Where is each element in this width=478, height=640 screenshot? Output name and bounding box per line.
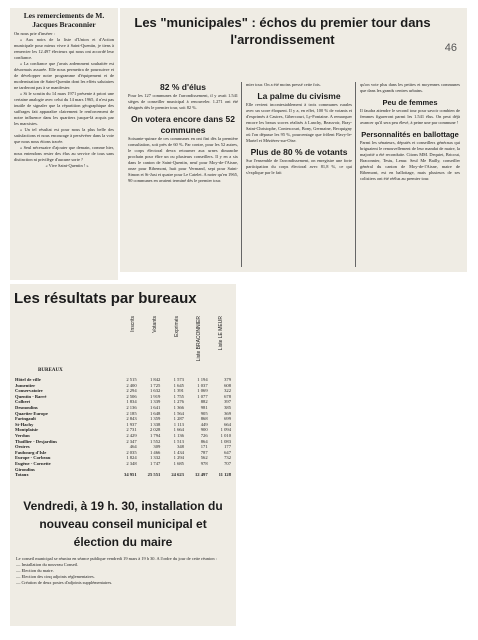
remerciements-title: Les remerciements de M. Jacques Braconnier (23, 11, 105, 29)
result-cell: 1 664 (173, 427, 184, 433)
result-cell: 379 (224, 377, 231, 382)
remerciements-body (14, 37, 114, 169)
result-cell: 699 (224, 416, 231, 422)
bureau-name: Montplaisir (15, 427, 39, 433)
agenda-item: — Election du maire. (16, 568, 54, 573)
result-cell: 2 429 (126, 432, 137, 438)
col-a (128, 82, 238, 184)
result-cell: 2 400 (126, 382, 137, 388)
result-cell: 2 515 (126, 377, 137, 382)
col-c-intro: qu'on vote plus dans les petites et moyennes communes que dans les grands centres urbains. (360, 82, 460, 93)
results-headers (126, 316, 234, 368)
result-cell: 2 843 (126, 416, 137, 422)
result-cell: 397 (224, 399, 231, 405)
col-b (246, 82, 352, 176)
result-cell: 1 648 (149, 410, 161, 416)
col-header-lemeur: Liste LE MEUR (218, 316, 224, 351)
agenda-item: — Installation du nouveau Conseil. (16, 562, 79, 567)
result-cell: 1 513 (173, 438, 184, 444)
bureau-name: Thoillier - Desjardins (15, 438, 58, 444)
result-cell: 1 010 (220, 432, 231, 438)
result-cell: 787 (200, 449, 208, 455)
result-cell: 1 294 (173, 455, 184, 461)
result-cell: 900 (200, 427, 208, 433)
result-cell: 981 (200, 404, 208, 410)
result-cell: 25 551 (147, 472, 161, 478)
result-cell: 1 685 (173, 460, 184, 466)
result-cell: 1 094 (220, 427, 231, 433)
result-cell: 2 348 (126, 460, 137, 466)
bureau-name: Eugène - Cornette (15, 460, 51, 466)
result-cell: 732 (224, 455, 231, 461)
remerciements-paragraph: « Seul nécessaire d'ajouter que demain, comme hier, nous entendons rester des élus au service de tous sans distinction ni privilège d'aucune sorte ? (14, 145, 114, 162)
result-cell: 12 497 (194, 472, 208, 478)
bureau-name: Faubourg d'Isle (15, 449, 47, 455)
result-cell: 707 (224, 460, 231, 466)
result-cell: 2 136 (126, 404, 137, 410)
vote-text: Soixante-quinze de ces communes en ont fini dès la première consultation, soit près de 60 %. Par contre, pour les 52 autres, le corps électoral devra retourner aux urnes dimanche prochain pour élire un ou plusieurs conseillers. Il y en a six dans le canton de Saint-Quentin, neuf pour Moy-de-l'Aisne, onze pour Ribemont, huit pour Vermand, sept pour Saint-Simon et St-Just et quatre pour Le Catelet. A noter qu'en 1965, 90 communes en avaient terminé dès le premier tour. (128, 136, 238, 183)
plus-text: Sur l'ensemble de l'arrondissement, on enregistre une forte participation du corps électoral avec 81,8 %, ce qui s'explique par le fait (246, 158, 352, 175)
femmes-text: Il faudra attendre le second tour pour savoir combien de femmes figureront parmi les 1.541 élus. On peut déjà avancer qu'il sera peu élevé, à peine une par commune ! (360, 108, 460, 125)
result-cell: 11 128 (218, 472, 231, 478)
install-agenda (16, 562, 230, 586)
pct-text: Pour les 127 communes de l'arrondissement, il y avait 1.541 sièges de conseiller municipal à renouveler. 1.271 ont été désignés dès le premier tour, soit 82 %. (128, 93, 238, 110)
result-cell: 1 564 (173, 410, 184, 416)
result-cell: 348 (177, 444, 184, 450)
result-cell: 978 (200, 460, 208, 466)
ballottage-title: Personnalités en ballottage (361, 130, 459, 139)
remerciements-paragraph: « Si le scrutin du 14 mars 1971 présente à priori une certaine analogie avec celui du 14 mars 1965, il n'est pas inutile de signaler que la répartition géographique des suffrages fait apparaître clairement le renforcement de notre influence dans les quartiers jusque-là acquis par les marxistes. (14, 91, 114, 126)
result-cell: 1 113 (173, 421, 184, 427)
agenda-item: — Création de deux postes d'adjoints supplémentaires. (16, 580, 113, 585)
bureau-name: Faringault (15, 416, 36, 422)
bureau-name: St-Hachy (15, 421, 34, 427)
page-note: 46 (444, 42, 457, 54)
plus-title: Plus de 80 % de votants (250, 147, 348, 157)
col-header-exprimes: Exprimés (174, 316, 180, 337)
result-cell: 1 632 (149, 388, 161, 394)
result-cell: 1 645 (173, 382, 184, 388)
result-cell: 464 (129, 444, 137, 450)
install-intro: Le conseil municipal se réunira en séance publique vendredi 19 mars à 19 h 30. A l'ordre du jour de cette réunion : (16, 556, 217, 561)
result-cell: 1 434 (173, 449, 184, 455)
result-cell: 1 069 (197, 388, 208, 394)
result-cell: 177 (224, 444, 231, 450)
result-cell: 2 028 (149, 427, 161, 433)
results-headline: Les résultats par bureaux (14, 290, 197, 307)
result-cell: 647 (224, 449, 231, 455)
result-cell: 2 294 (126, 388, 137, 394)
result-cell: 1 937 (126, 421, 137, 427)
result-cell: 882 (200, 399, 208, 405)
result-cell: 24 623 (171, 472, 184, 478)
col-header-votants: Votants (152, 316, 158, 333)
results-section: BUREAUX (38, 368, 63, 373)
result-cell: 1 194 (197, 377, 208, 382)
col-rule-1 (241, 82, 242, 267)
ballottage-text: Parmi les sénateurs, députés et conseillers généraux qui briguaient le renouvellement de leur mandat de maire, la majorité a été reconduite. Citons MM. Dequiet, Bricout, Braconnier, Testu, Lenur. Seul Me Bailly, conseiller général du canton de Moy-de-l'Aisne, maire de Ribemont, est en ballottage, mais plusieurs de ses colistiers ont été réélus au premier tour. (360, 140, 460, 181)
result-cell: 726 (200, 432, 208, 438)
total-row (13, 472, 233, 478)
install-headline: Vendredi, à 19 h. 30, installation du nouveau conseil municipal et élection du maire (23, 499, 223, 549)
bureau-name: Quartier Europe (15, 410, 48, 416)
result-cell: 1 834 (126, 399, 137, 405)
result-cell: 1 824 (126, 455, 137, 461)
remerciements-paragraph: « Vive Saint-Quentin ! » (45, 163, 89, 168)
result-cell: 1 725 (149, 382, 161, 388)
result-cell: 2 731 (126, 427, 137, 433)
result-cell: 1 466 (149, 449, 161, 455)
bureau-name: Oestres (15, 444, 30, 450)
bureau-name: Europe - Corbeau (15, 455, 51, 461)
main-headline: Les "municipales" : échos du premier tour dans l'arrondissement (134, 15, 431, 47)
result-cell: 562 (200, 455, 208, 461)
result-cell: 171 (200, 444, 208, 450)
pct-title: 82 % d'élus (160, 82, 206, 92)
result-cell: 2 347 (126, 438, 137, 444)
result-cell: 322 (224, 388, 231, 394)
result-cell: 1 755 (173, 393, 184, 399)
vote-title: On votera encore dans 52 communes (131, 114, 235, 135)
remerciements-intro: On nous prie d'insérer : (14, 31, 56, 36)
bureau-name: Totaux (15, 472, 29, 478)
clipping-installation (10, 490, 236, 626)
result-cell: 678 (224, 393, 231, 399)
result-cell: 2 506 (126, 393, 137, 399)
result-cell: 1 794 (149, 432, 161, 438)
result-cell: 864 (200, 438, 208, 444)
clipping-resultats (10, 284, 236, 490)
remerciements-paragraph: « La confiance que j'avais ardemment souhaitée est désormais assurée. Elle nous permettra de poursuivre et de développer notre programme d'équipement et de modernisation de Saint-Quentin dont les effets salutaires ne tarderont pas à se manifester. (14, 61, 114, 90)
bureau-name: Quentin - Barré (15, 393, 47, 399)
result-cell: 1 359 (149, 416, 161, 422)
result-cell: 369 (224, 410, 231, 416)
femmes-title: Peu de femmes (382, 98, 438, 107)
civisme-title: La palme du civisme (257, 91, 341, 101)
result-cell: 608 (224, 382, 231, 388)
result-cell: 1 552 (149, 438, 161, 444)
result-cell: 1 573 (173, 377, 184, 382)
result-cell: 1 339 (149, 399, 161, 405)
result-cell: 309 (153, 444, 161, 450)
bureau-name: Conservatoire (15, 388, 43, 394)
bureau-name: Hôtel de ville (15, 377, 41, 382)
remerciements-paragraph: « Aux noirs de la liste d'Union et d'Action municipale pour mieux vivre à Saint-Quentin, je tiens à remercier les 12.497 électeurs qui nous ont accordé leur confiance. (14, 37, 114, 60)
results-table (13, 377, 233, 478)
result-cell: 1 747 (149, 460, 161, 466)
bureau-name: Girondins (15, 466, 35, 472)
result-cell: 1 919 (149, 393, 161, 399)
result-cell: 664 (224, 421, 231, 427)
clipping-municipales (120, 8, 467, 272)
clipping-remerciements (10, 8, 118, 280)
col-c (360, 82, 460, 182)
bureau-name: Desmoulins (15, 404, 38, 410)
result-cell: 1 077 (197, 393, 208, 399)
bureau-name: Jumentier (15, 382, 36, 388)
result-cell: 1 391 (173, 388, 184, 394)
result-cell: 1 366 (173, 404, 184, 410)
result-cell: 34 951 (124, 472, 137, 478)
result-cell: 385 (224, 404, 231, 410)
result-cell: 2 035 (126, 449, 137, 455)
result-cell: 1 641 (149, 404, 161, 410)
civisme-text: Elle revient incontestablement à trois communes rurales avec un score éloquent. Il y a, en effet, 100 % de votants et d'exprimés à Castres, Gibercourt, Ly-Fontaine. A remarquer encore les beaux scores réalisés à Lanchy, Beauvoir, Bray-Saint-Christophe, Contescourt, Bony, Germaine, Becquigny où l'on dépasse les 95 %, pourcentage que frôlent Flavy-le-Martel et Mézières-sur-Oise. (246, 102, 352, 143)
result-cell: 1 037 (197, 382, 208, 388)
result-cell: 868 (200, 416, 208, 422)
result-cell: 905 (200, 410, 208, 416)
result-cell: 1 287 (173, 416, 184, 422)
col-b-intro: mier tour. On a été moins pressé cette fois. (246, 82, 321, 87)
result-cell: 1 842 (149, 377, 161, 382)
agenda-item: — Election des cinq adjoints réglementaires. (16, 574, 95, 579)
col-rule-2 (355, 82, 356, 267)
bureau-name: Verdun (15, 432, 30, 438)
result-cell: 1 136 (173, 432, 184, 438)
result-cell: 1 338 (149, 421, 161, 427)
result-cell: 2 185 (126, 410, 137, 416)
result-cell: 1 276 (173, 399, 184, 405)
result-cell: 449 (200, 421, 208, 427)
col-header-braconnier: Liste BRACONNIER (196, 316, 202, 362)
col-header-inscrits: Inscrits (130, 316, 136, 332)
result-cell: 1 083 (220, 438, 231, 444)
result-cell: 1 332 (149, 455, 161, 461)
bureau-name: Colbert (15, 399, 31, 405)
remerciements-paragraph: « Un tel résultat est pour nous la plus belle des satisfactions et nous encourage à persévérer dans la voie que nous nous étions tracée. (14, 127, 114, 144)
